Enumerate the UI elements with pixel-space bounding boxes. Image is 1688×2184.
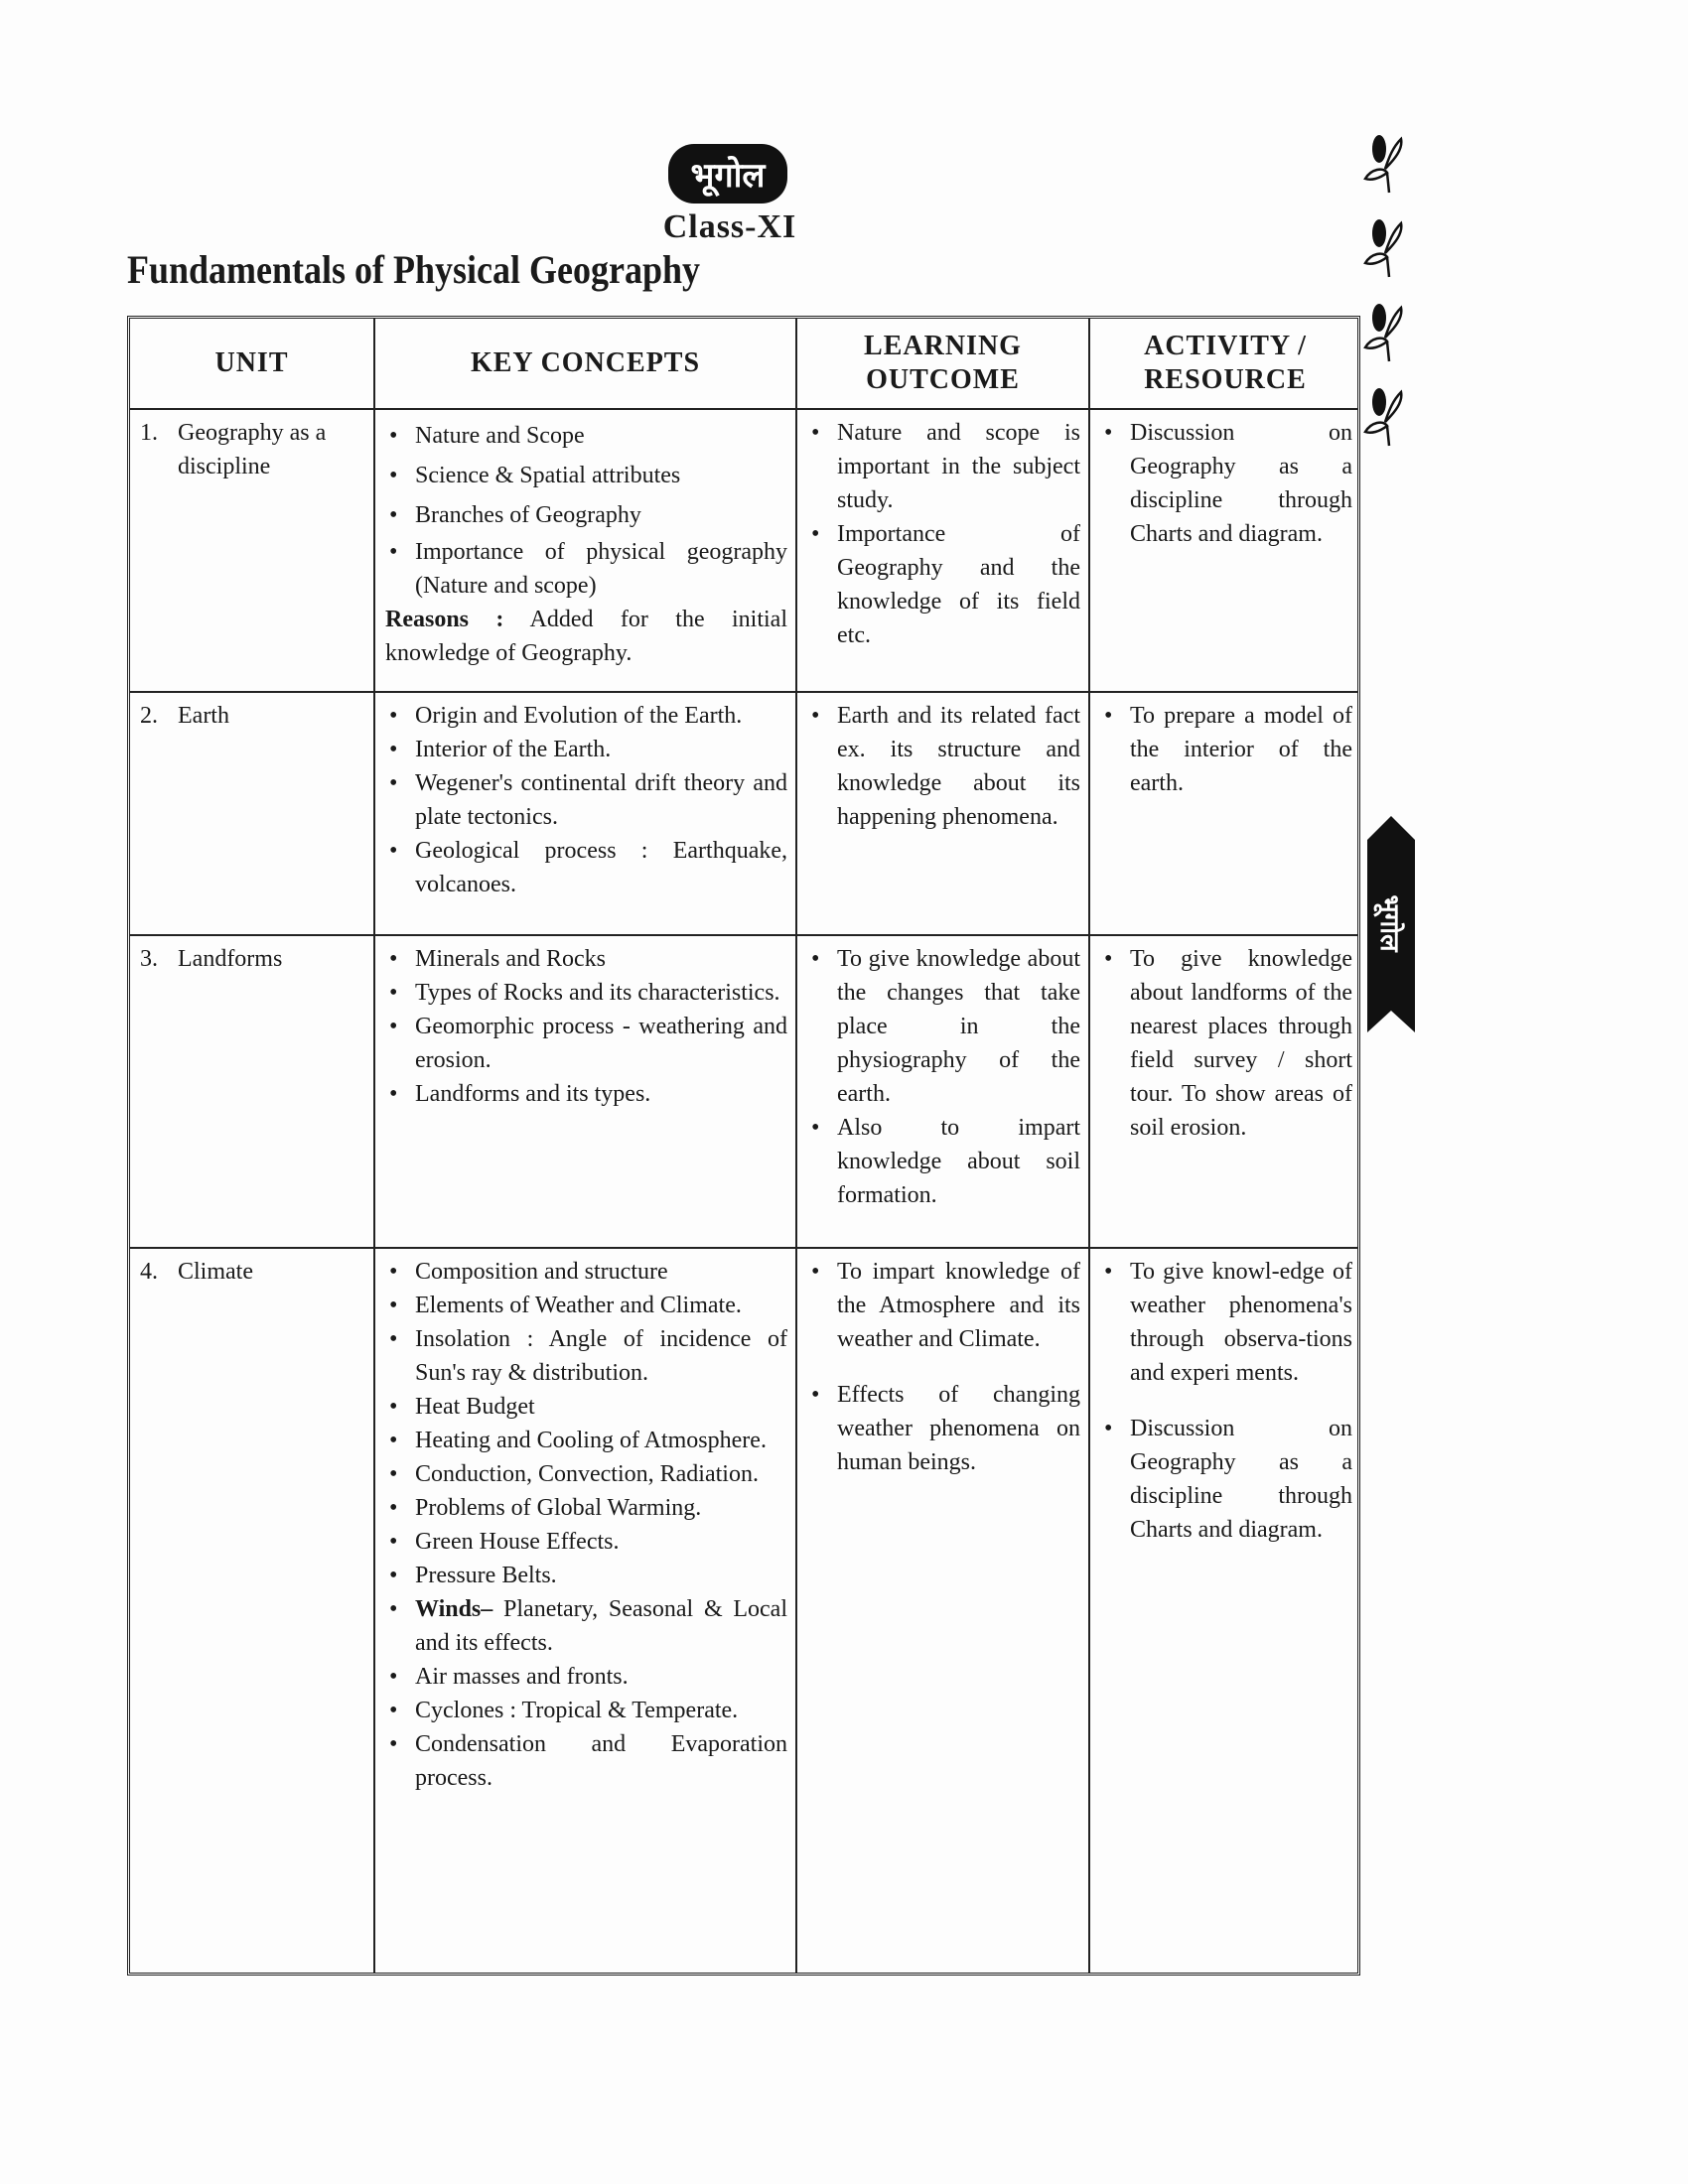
list-item: • Nature and Scope [385,416,787,456]
learning-outcome-cell [797,693,1090,934]
table-row [130,693,1357,936]
reasons-note [385,603,787,670]
activity-cell [1090,936,1360,1247]
list-item: • Green House Effects. [385,1525,787,1559]
column-header-activity-resource: ACTIVITY / RESOURCE [1144,331,1307,395]
side-tab [1367,816,1415,1032]
table-row [130,1249,1357,1973]
list-item: • Effects of changing weather phenomena on human beings. [807,1378,1080,1479]
winds-label: Winds– [415,1596,493,1622]
list-item: • Cyclones : Tropical & Temperate. [385,1694,787,1727]
unit-name: Landforms [178,946,283,972]
list-item: • Conduction, Convection, Radiation. [385,1457,787,1491]
column-header-key-concepts: KEY CONCEPTS [375,319,797,408]
reasons-text: Added for the initial knowledge of Geography. [385,607,787,666]
unit-number: 1. [140,420,158,446]
key-concepts-cell [375,410,797,691]
leaf-ornament-icon [1355,129,1425,199]
list-item: • Composition and structure [385,1255,787,1289]
subject-badge: भूगोल [668,144,787,204]
list-item: • To impart knowledge of the Atmosphere and its weather and Climate. [807,1255,1080,1356]
side-tab-label: भूगोल [1374,894,1404,952]
list-item: • Heat Budget [385,1390,787,1424]
unit-number: 4. [140,1259,158,1285]
list-item: • Branches of Geography [385,495,787,535]
learning-outcome-cell [797,1249,1090,1973]
page-title: Fundamentals of Physical Geography [127,247,701,292]
list-item: • Geomorphic process - weathering and erosion. [385,1010,787,1077]
activity-cell [1090,410,1360,691]
list-item: • Insolation : Angle of incidence of Sun's ray & distribution. [385,1322,787,1390]
column-header-unit: UNIT [130,319,375,408]
list-item: • Earth and its related fact ex. its structure and knowledge about its happening phenomena. [807,699,1080,834]
list-item: • Landforms and its types. [385,1077,787,1111]
unit-cell [130,410,375,691]
unit-name: Earth [178,703,229,729]
table-row [130,936,1357,1249]
list-item: • Discussion on Geography as a discipline through Charts and diagram. [1100,416,1352,551]
unit-cell [130,693,375,934]
list-item: • Problems of Global Warming. [385,1491,787,1525]
list-item: • Air masses and fronts. [385,1660,787,1694]
activity-cell [1090,693,1360,934]
unit-number: 2. [140,703,158,729]
list-item: • Nature and scope is important in the subject study. [807,416,1080,517]
list-item: • Pressure Belts. [385,1559,787,1592]
list-item: • To give knowl-edge of weather phenomena's through observa-tions and experi ments. [1100,1255,1352,1390]
list-item: • Condensation and Evaporation process. [385,1727,787,1795]
learning-outcome-cell [797,410,1090,691]
unit-name: Climate [178,1259,253,1285]
leaf-ornament-icon [1355,382,1425,452]
key-concepts-cell [375,693,797,934]
reasons-label: Reasons : [385,607,504,632]
unit-cell [130,1249,375,1973]
list-item: • Interior of the Earth. [385,733,787,766]
unit-name: Geography as a discipline [178,420,327,479]
list-item: • Minerals and Rocks [385,942,787,976]
list-item: • Wegener's continental drift theory and plate tectonics. [385,766,787,834]
list-item: • Types of Rocks and its characteristics. [385,976,787,1010]
table-row [130,410,1357,693]
column-header-learning-outcome: LEARNING OUTCOME [797,319,1090,408]
key-concepts-cell [375,1249,797,1973]
list-item: • Discussion on Geography as a discipline through Charts and diagram. [1100,1412,1352,1547]
winds-text: Planetary, Seasonal & Local and its effects. [415,1596,787,1656]
learning-outcome-cell [797,936,1090,1247]
list-item: • Elements of Weather and Climate. [385,1289,787,1322]
table-header-row [130,319,1357,410]
list-item: • Science & Spatial attributes [385,456,787,495]
class-label: Class-XI [662,208,797,245]
list-item: • Importance of Geography and the knowledge of its field etc. [807,517,1080,652]
unit-number: 3. [140,946,158,972]
leaf-ornament-icon [1355,213,1425,283]
unit-cell [130,936,375,1247]
list-item: • To prepare a model of the interior of the earth. [1100,699,1352,800]
list-item: • Importance of physical geography (Nature and scope) [385,535,787,603]
leaf-ornament-icon [1355,298,1425,367]
key-concepts-cell [375,936,797,1247]
list-item-winds [385,1592,787,1660]
list-item: • Also to impart knowledge about soil formation. [807,1111,1080,1212]
list-item: • Origin and Evolution of the Earth. [385,699,787,733]
list-item: • To give knowledge about the changes that take place in the physiography of the earth. [807,942,1080,1111]
list-item: • To give knowledge about landforms of the nearest places through field survey / short tour. To show areas of soil erosion. [1100,942,1352,1145]
list-item: • Heating and Cooling of Atmosphere. [385,1424,787,1457]
activity-cell [1090,1249,1360,1973]
syllabus-table [127,316,1360,1976]
list-item: • Geological process : Earthquake, volcanoes. [385,834,787,901]
